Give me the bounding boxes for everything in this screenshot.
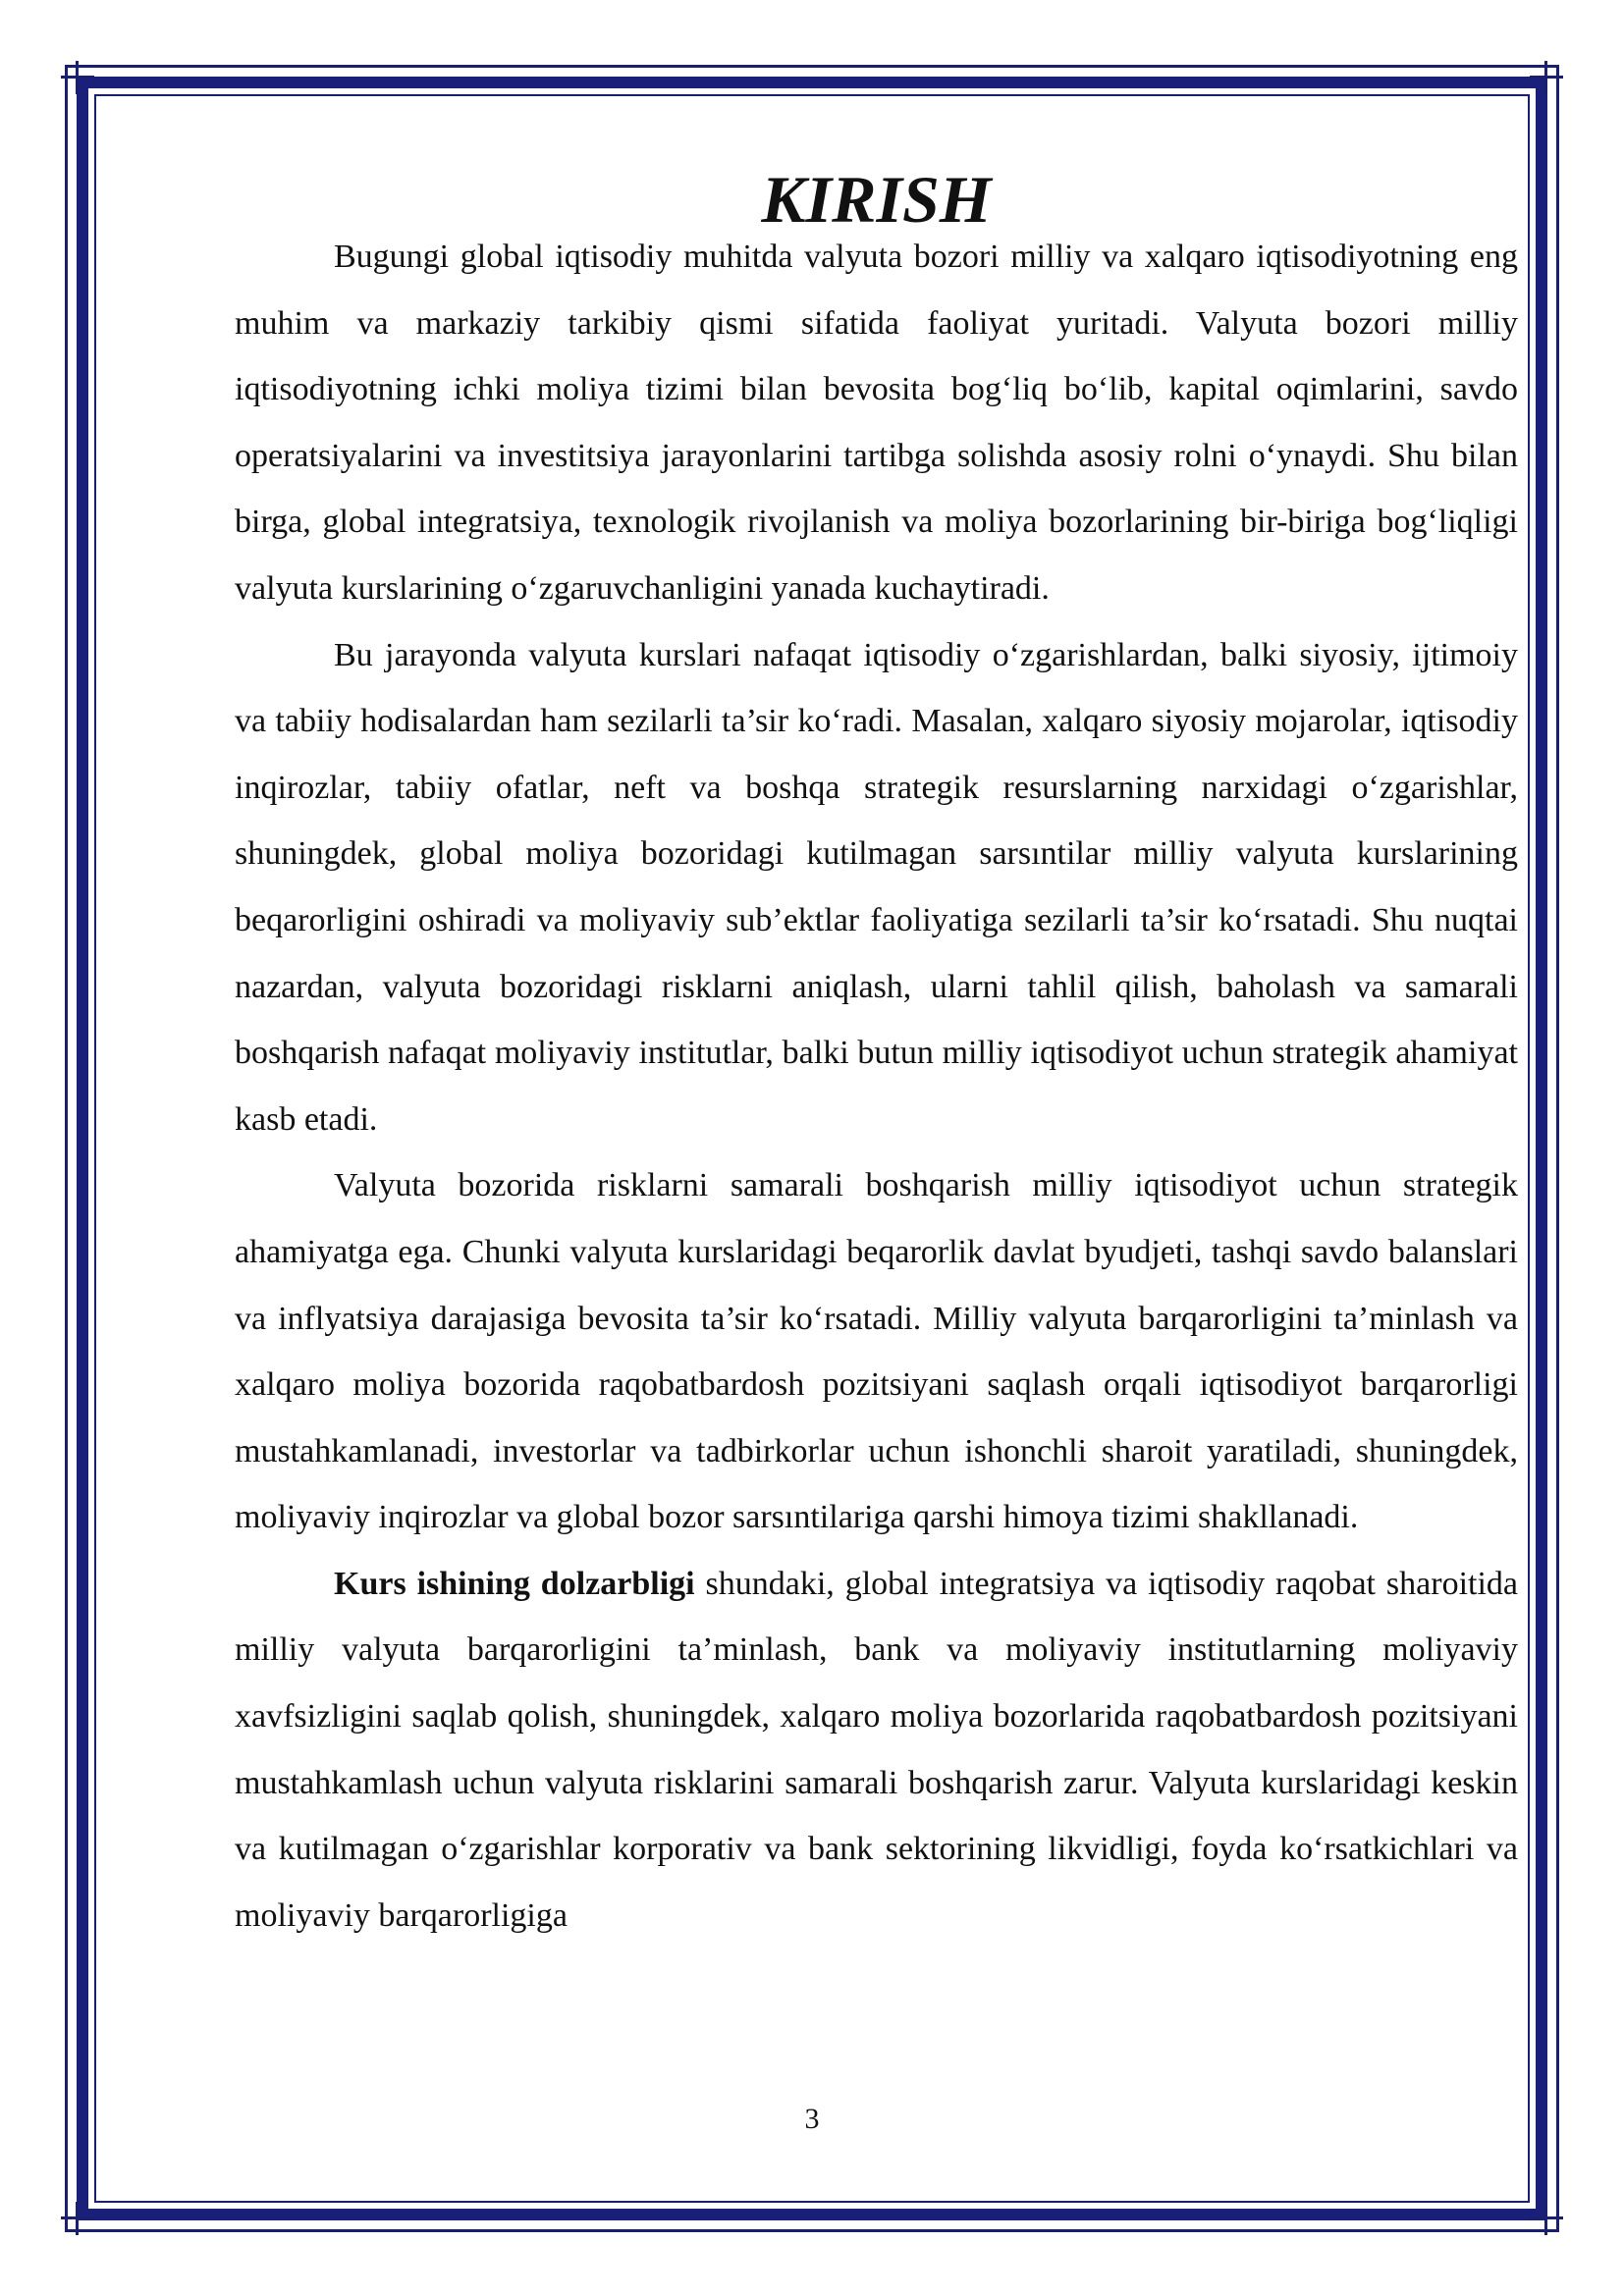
paragraph-lead-bold: Kurs ishining dolzarbligi	[334, 1565, 695, 1602]
corner-ornament-top-right	[1530, 61, 1563, 94]
document-body	[235, 162, 1518, 1949]
paragraph-text: Valyuta bozorida risklarni samarali boshqarish milliy iqtisodiyot uchun strategik ahamiyatga ega. Chunki valyuta kurslaridagi beqarorlik davlat byudjeti, tashqi savdo balanslari va inflyatsiya darajasiga bevosita ta’sir ko‘rsatadi. Milliy valyuta barqarorligini ta’minlash va xalqaro moliya bozorida raqobatbardosh pozitsiyani saqlash orqali iqtisodiyot barqarorligi mustahkamlanadi, investorlar va tadbirkorlar uchun ishonchli sharoit yaratiladi, shuningdek, moliyaviy inqirozlar va global bozor sarsıntilariga qarshi himoya tizimi shakllanadi.	[235, 1167, 1518, 1536]
paragraph-4	[235, 1551, 1518, 1949]
corner-ornament-bottom-left	[61, 2202, 94, 2235]
page-number: 3	[804, 2103, 820, 2135]
paragraph-text: shundaki, global integratsiya va iqtisodiy raqobat sharoitida milliy valyuta barqarorligini ta’minlash, bank va moliyaviy institutlarning moliyaviy xavfsizligini saqlab qolish, shuningdek, xalqaro moliya bozorlarida raqobatbardosh pozitsiyani mustahkamlash uchun valyuta risklarini samarali boshqarish zarur. Valyuta kurslaridagi keskin va kutilmagan o‘zgarishlar korporativ va bank sektorining likvidligi, foyda ko‘rsatkichlari va moliyaviy barqarorligiga	[235, 1565, 1518, 1934]
paragraph-2	[235, 622, 1518, 1153]
paragraph-3	[235, 1152, 1518, 1551]
corner-ornament-top-left	[61, 61, 94, 94]
corner-ornament-bottom-right	[1530, 2202, 1563, 2235]
paragraph-1	[235, 224, 1518, 622]
paragraph-text: Bu jarayonda valyuta kurslari nafaqat iqtisodiy o‘zgarishlardan, balki siyosiy, ijtimoiy va tabiiy hodisalardan ham sezilarli ta’sir ko‘radi. Masalan, xalqaro siyosiy mojarolar, iqtisodiy inqirozlar, tabiiy ofatlar, neft va boshqa strategik resurslarning narxidagi o‘zgarishlar, shuningdek, global moliya bozoridagi kutilmagan sarsıntilar milliy valyuta kurslarining beqarorligini oshiradi va moliyaviy sub’ektlar faoliyatiga sezilarli ta’sir ko‘rsatadi. Shu nuqtai nazardan, valyuta bozoridagi risklarni aniqlash, ularni tahlil qilish, baholash va samarali boshqarish nafaqat moliyaviy institutlar, balki butun milliy iqtisodiyot uchun strategik ahamiyat kasb etadi.	[235, 636, 1518, 1138]
paragraph-text: Bugungi global iqtisodiy muhitda valyuta bozori milliy va xalqaro iqtisodiyotning eng muhim va markaziy tarkibiy qismi sifatida faoliyat yuritadi. Valyuta bozori milliy iqtisodiyotning ichki moliya tizimi bilan bevosita bog‘liq bo‘lib, kapital oqimlarini, savdo operatsiyalarini va investitsiya jarayonlarini tartibga solishda asosiy rolni o‘ynaydi. Shu bilan birga, global integratsiya, texnologik rivojlanish va moliya bozorlarining bir-biriga bog‘liqligi valyuta kurslarining o‘zgaruvchanligini yanada kuchaytiradi.	[235, 239, 1518, 607]
page-title: KIRISH	[761, 162, 992, 237]
